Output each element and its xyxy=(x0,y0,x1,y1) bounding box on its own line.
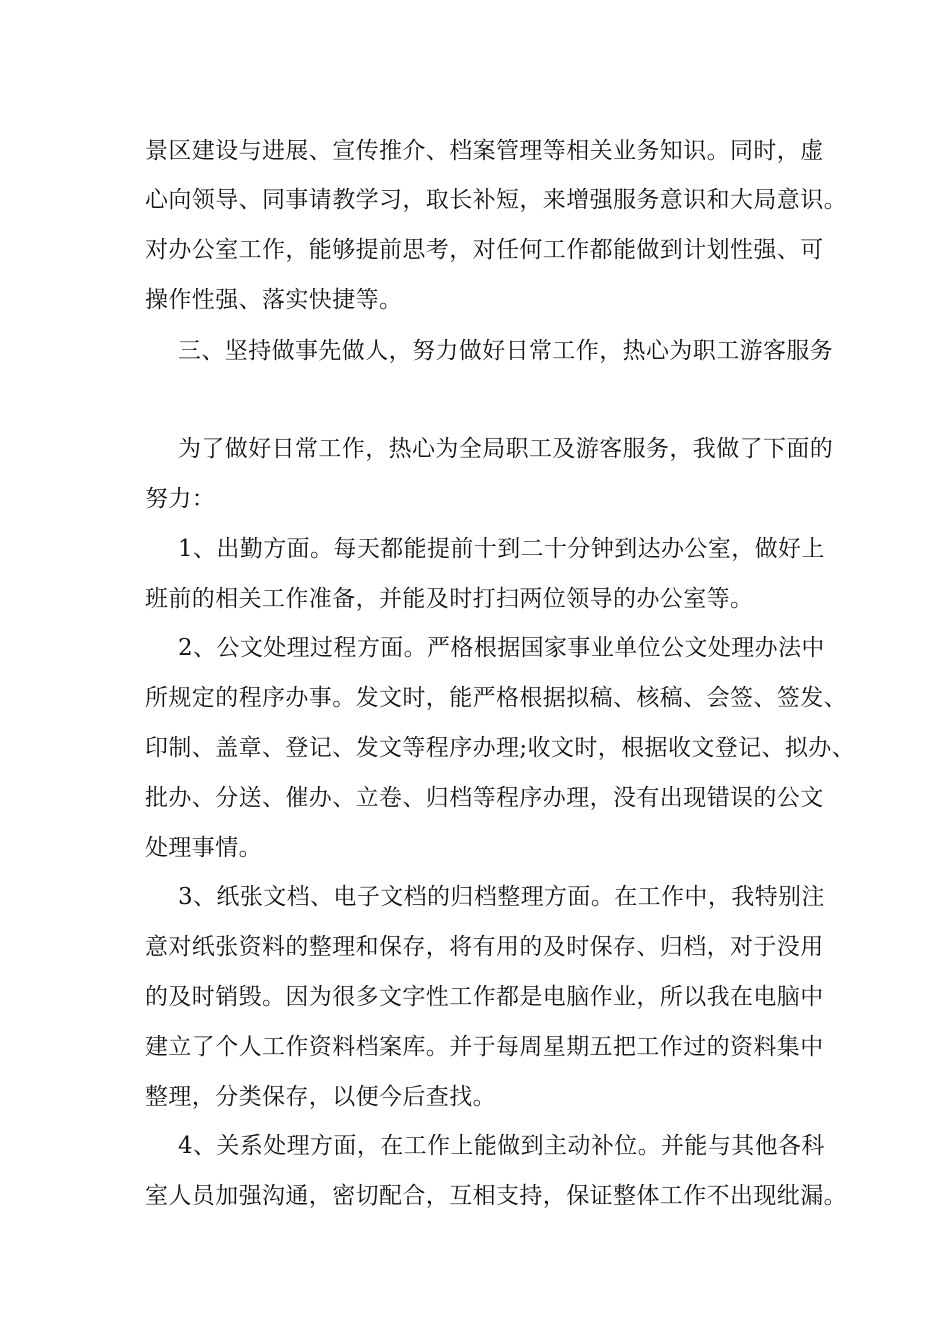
text-line: 室人员加强沟通，密切配合，互相支持，保证整体工作不出现纰漏。 xyxy=(145,1183,847,1209)
text-line: 对办公室工作，能够提前思考，对任何工作都能做到计划性强、可 xyxy=(145,237,824,263)
text-line: 4、关系处理方面，在工作上能做到主动补位。并能与其他各科 xyxy=(178,1133,825,1159)
text-line: 努力： xyxy=(145,486,216,512)
text-line: 的及时销毁。因为很多文字性工作都是电脑作业，所以我在电脑中 xyxy=(145,984,824,1010)
section-heading: 三、坚持做事先做人，努力做好日常工作，热心为职工游客服务 xyxy=(178,338,834,364)
text-line: 心向领导、同事请教学习，取长补短，来增强服务意识和大局意识。 xyxy=(145,187,847,213)
text-line: 景区建设与进展、宣传推介、档案管理等相关业务知识。同时，虚 xyxy=(145,138,824,164)
text-line: 处理事情。 xyxy=(145,835,262,861)
text-line: 建立了个人工作资料档案库。并于每周星期五把工作过的资料集中 xyxy=(145,1034,824,1060)
text-line: 1、出勤方面。每天都能提前十到二十分钟到达办公室，做好上 xyxy=(178,536,825,562)
text-line: 整理，分类保存，以便今后查找。 xyxy=(145,1084,496,1110)
text-line: 班前的相关工作准备，并能及时打扫两位领导的办公室等。 xyxy=(145,586,754,612)
text-line: 操作性强、落实快捷等。 xyxy=(145,287,403,313)
text-line: 2、公文处理过程方面。严格根据国家事业单位公文处理办法中 xyxy=(178,635,825,661)
text-line: 为了做好日常工作，热心为全局职工及游客服务，我做了下面的 xyxy=(178,436,834,462)
text-line: 印制、盖章、登记、发文等程序办理;收文时，根据收文登记、拟办、 xyxy=(145,735,856,761)
text-line: 3、纸张文档、电子文档的归档整理方面。在工作中，我特别注 xyxy=(178,884,825,910)
text-line: 批办、分送、催办、立卷、归档等程序办理，没有出现错误的公文 xyxy=(145,785,824,811)
text-line: 意对纸张资料的整理和保存，将有用的及时保存、归档，对于没用 xyxy=(145,934,824,960)
text-line: 所规定的程序办事。发文时，能严格根据拟稿、核稿、会签、签发、 xyxy=(145,685,847,711)
